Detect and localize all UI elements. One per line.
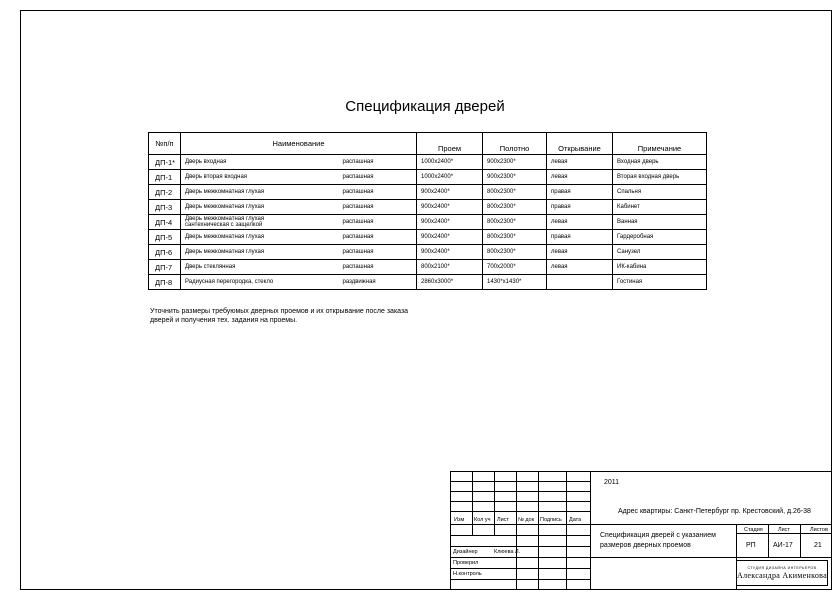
table-row — [149, 170, 707, 185]
stamp-col-kol: Кол уч — [474, 517, 491, 523]
cell-note: Спальня — [613, 185, 707, 200]
col-header-leaf: Полотно — [483, 133, 547, 155]
stamp-sheet-label: Лист — [778, 527, 790, 533]
table-header-row — [149, 133, 707, 155]
stamp-designer-name: Клюева Л. — [494, 549, 521, 555]
cell-direction: правая — [547, 185, 613, 200]
cell-leaf: 700х2000* — [483, 260, 547, 275]
cell-code: ДП-1* — [149, 155, 181, 170]
cell-type: распашная — [339, 215, 417, 230]
door-spec-table — [148, 132, 707, 290]
page-title: Спецификация дверей — [345, 98, 505, 115]
stamp-stage-label: Стадия — [744, 527, 763, 533]
cell-direction: правая — [547, 230, 613, 245]
cell-name: Дверь входная — [181, 155, 339, 170]
col-header-direction: Открывание — [547, 133, 613, 155]
cell-code: ДП-6 — [149, 245, 181, 260]
col-header-name: Наименование — [181, 133, 417, 155]
cell-name: Дверь стеклянная — [181, 260, 339, 275]
col-header-opening: Проем — [417, 133, 483, 155]
table-row — [149, 260, 707, 275]
stamp-sheets: 21 — [814, 542, 822, 549]
stamp-sheet: АИ-17 — [773, 542, 793, 549]
cell-note: Кабинет — [613, 200, 707, 215]
cell-note: ИК-кабина — [613, 260, 707, 275]
cell-code: ДП-3 — [149, 200, 181, 215]
col-header-number: №п/п — [149, 133, 181, 155]
cell-direction: правая — [547, 200, 613, 215]
stamp-col-doc: № док — [518, 517, 535, 523]
cell-name-line2: сантехническая с защелкой — [185, 222, 263, 228]
cell-note: Ванная — [613, 215, 707, 230]
cell-name: Дверь межкомнатная глухая — [181, 230, 339, 245]
cell-code: ДП-1 — [149, 170, 181, 185]
cell-code: ДП-8 — [149, 275, 181, 290]
cell-leaf: 800х2300* — [483, 245, 547, 260]
cell-direction — [547, 275, 613, 290]
logo-subtitle: СТУДИЯ ДИЗАЙНА ИНТЕРЬЕРОВ — [747, 566, 817, 570]
cell-leaf: 800х2300* — [483, 230, 547, 245]
cell-type: распашная — [339, 260, 417, 275]
stamp-year: 2011 — [604, 479, 620, 486]
stamp-sheet-title-line2: размеров дверных проемов — [600, 542, 691, 549]
stamp-col-list: Лист — [497, 517, 509, 523]
cell-type: распашная — [339, 245, 417, 260]
table-row — [149, 215, 707, 230]
stamp-checked-label: Проверил — [453, 560, 479, 566]
stamp-sheets-label: Листов — [810, 527, 828, 533]
cell-name: Дверь межкомнатная глухая — [181, 185, 339, 200]
cell-leaf: 800х2300* — [483, 185, 547, 200]
cell-note: Гостиная — [613, 275, 707, 290]
title-block — [450, 471, 832, 590]
stamp-stage: РП — [746, 542, 756, 549]
cell-type: раздвижная — [339, 275, 417, 290]
table-row — [149, 275, 707, 290]
cell-opening: 2860х3000* — [417, 275, 483, 290]
cell-opening: 900х2400* — [417, 185, 483, 200]
stamp-designer-label: Дизайнер — [453, 549, 478, 555]
cell-leaf: 800х2300* — [483, 215, 547, 230]
cell-note: Гардеробная — [613, 230, 707, 245]
cell-direction: левая — [547, 170, 613, 185]
cell-note: Санузел — [613, 245, 707, 260]
cell-code: ДП-4 — [149, 215, 181, 230]
cell-note: Вторая входная дверь — [613, 170, 707, 185]
table-row — [149, 245, 707, 260]
cell-name: Радиусная перегородка, стекло — [181, 275, 339, 290]
col-header-note: Примечание — [613, 133, 707, 155]
spec-note: Уточнить размеры требуюмых дверных проемов и их открывание после заказа дверей и получения тех. задания на проемы. — [150, 308, 409, 324]
cell-leaf: 1430*х1430* — [483, 275, 547, 290]
cell-opening: 900х2400* — [417, 200, 483, 215]
cell-code: ДП-2 — [149, 185, 181, 200]
cell-leaf: 800х2300* — [483, 200, 547, 215]
stamp-col-date: Дата — [569, 517, 582, 523]
cell-type: распашная — [339, 155, 417, 170]
cell-opening: 900х2400* — [417, 215, 483, 230]
cell-opening: 800х2100* — [417, 260, 483, 275]
cell-opening: 900х2400* — [417, 230, 483, 245]
cell-name: Дверь межкомнатная глухая — [181, 200, 339, 215]
cell-type: распашная — [339, 200, 417, 215]
studio-logo — [736, 560, 828, 586]
cell-opening: 1000х2400* — [417, 170, 483, 185]
cell-leaf: 900х2300* — [483, 170, 547, 185]
cell-opening: 900х2400* — [417, 245, 483, 260]
cell-direction: левая — [547, 155, 613, 170]
table-row — [149, 155, 707, 170]
cell-note: Входная дверь — [613, 155, 707, 170]
stamp-col-izm: Изм — [454, 517, 465, 523]
stamp-address: Адрес квартиры: Санкт-Петербург пр. Крестовский, д.26-38 — [618, 508, 811, 515]
cell-code: ДП-7 — [149, 260, 181, 275]
cell-direction: левая — [547, 245, 613, 260]
cell-type: распашная — [339, 230, 417, 245]
cell-name: Дверь межкомнатная глухая — [181, 245, 339, 260]
logo-name: Александра Акименкова — [737, 571, 827, 580]
cell-name: Дверь вторая входная — [181, 170, 339, 185]
table-row — [149, 185, 707, 200]
cell-code: ДП-5 — [149, 230, 181, 245]
stamp-col-sign: Подпись — [540, 517, 562, 523]
cell-leaf: 900х2300* — [483, 155, 547, 170]
cell-direction: левая — [547, 215, 613, 230]
stamp-sheet-title-line1: Спецификация дверей с указанием — [600, 532, 716, 539]
cell-type: распашная — [339, 185, 417, 200]
cell-opening: 1000х2400* — [417, 155, 483, 170]
cell-name — [181, 215, 339, 230]
stamp-norm-label: Н.контроль — [453, 571, 482, 577]
cell-name-line1: Дверь межкомнатная глухая — [185, 216, 265, 222]
table-row — [149, 200, 707, 215]
cell-direction: левая — [547, 260, 613, 275]
cell-type: распашная — [339, 170, 417, 185]
table-row — [149, 230, 707, 245]
